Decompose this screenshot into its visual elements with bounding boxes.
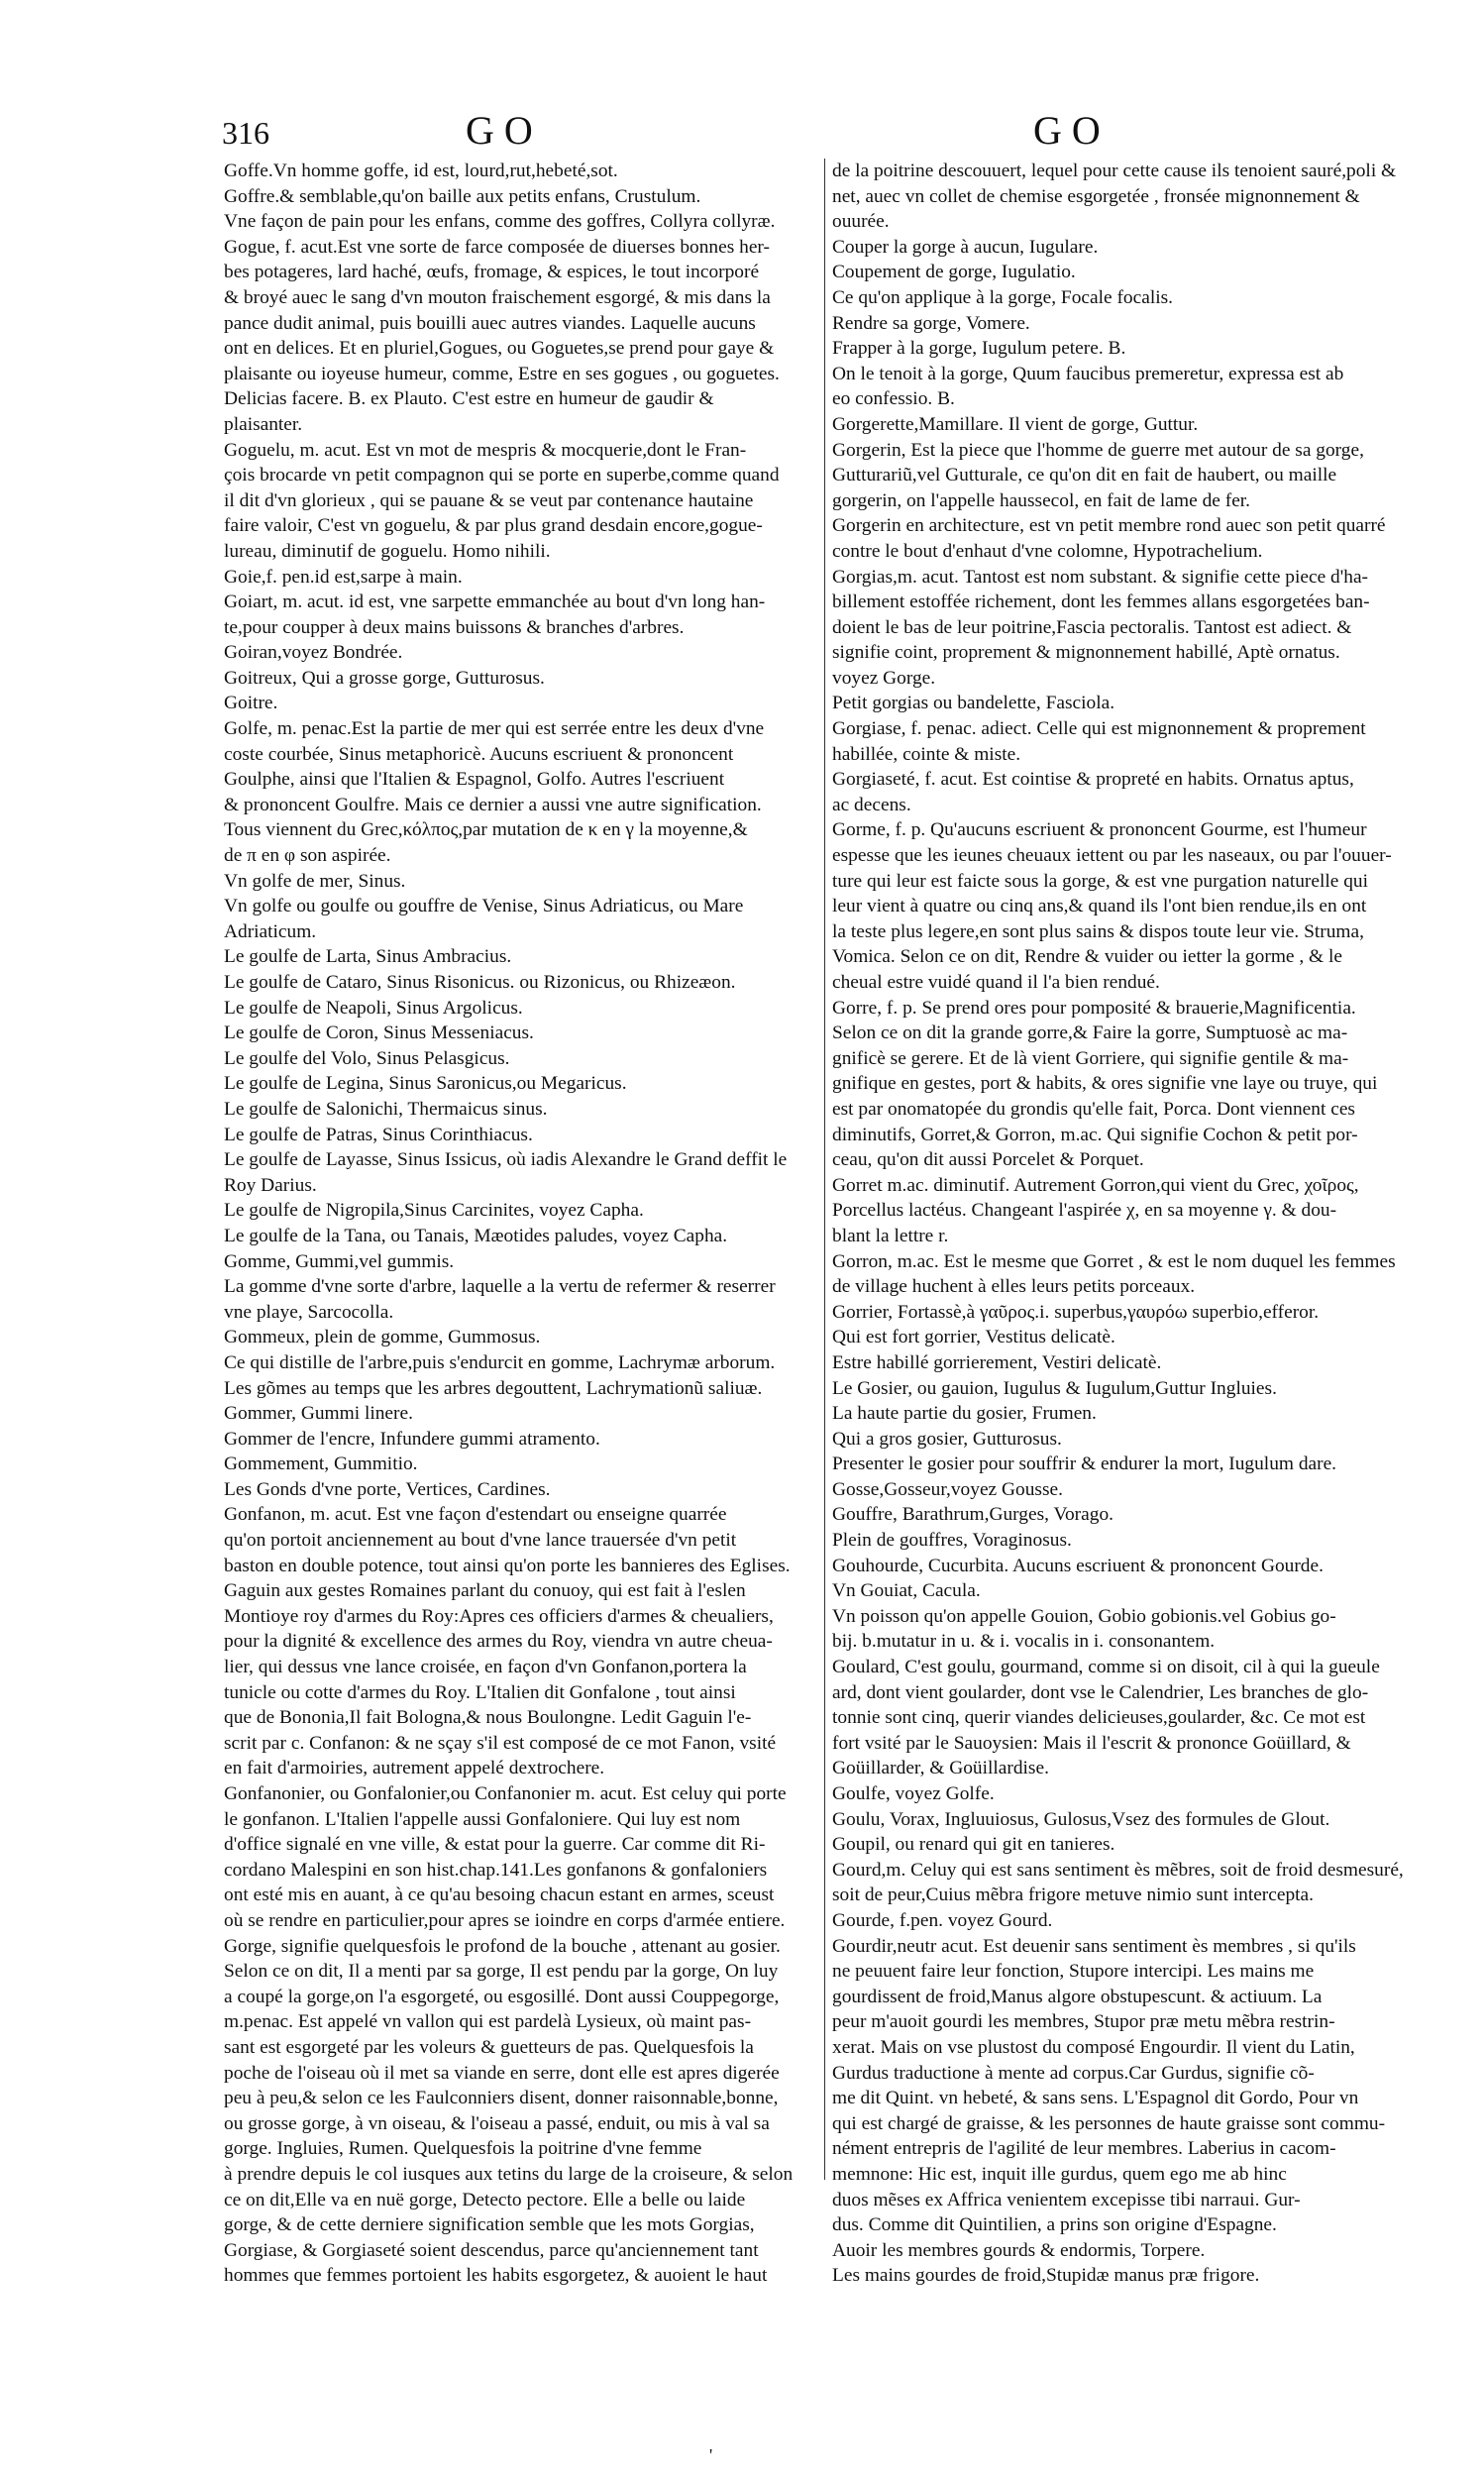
page-number: 316 — [222, 115, 269, 151]
text-line: gorgerin, on l'appelle haussecol, en fait de lame de fer. — [832, 489, 1251, 511]
text-line: Selon ce on dit, Il a menti par sa gorge, Il est pendu par la gorge, On luy — [224, 1961, 779, 1983]
text-line: Gaguin aux gestes Romaines parlant du conuoy, qui est fait à l'eslen — [224, 1580, 746, 1602]
text-line: plaisante ou ioyeuse humeur, comme, Estre en ses gogues , ou goguetes. — [224, 363, 780, 384]
text-line: pance dudit animal, puis bouilli auec autres viandes. Laquelle aucuns — [224, 312, 756, 334]
text-line: Goiart, m. acut. id est, vne sarpette emmanchée au bout d'vn long han- — [224, 592, 766, 613]
text-line: Le goulfe de Larta, Sinus Ambracius. — [224, 946, 512, 968]
text-line: Le goulfe de Neapoli, Sinus Argolicus. — [224, 997, 523, 1019]
right-running-head: GO — [1033, 108, 1111, 153]
text-line: Vne façon de pain pour les enfans, comme des goffres, Collyra collyræ. — [224, 211, 776, 233]
text-line: & broyé auec le sang d'vn mouton fraischement esgorgé, & mis dans la — [224, 286, 771, 308]
left-running-head: GO — [466, 108, 543, 153]
text-line: Les Gonds d'vne porte, Vertices, Cardines. — [224, 1478, 551, 1500]
text-line: ceau, qu'on dit aussi Porcelet & Porquet. — [832, 1149, 1144, 1171]
text-line: Le Gosier, ou gauion, Iugulus & Iugulum,Guttur Ingluies. — [832, 1377, 1277, 1399]
text-line: poche de l'oiseau où il met sa viande en serre, dont elle est apres digerée — [224, 2062, 780, 2084]
text-line: Gorgerin, Est la piece que l'homme de guerre met autour de sa gorge, — [832, 439, 1364, 461]
footer-mark: ' — [709, 2445, 713, 2465]
text-line: Gouhourde, Cucurbita. Aucuns escriuent & prononcent Gourde. — [832, 1555, 1324, 1576]
text-line: Gorron, m.ac. Est le mesme que Gorret , & est le nom duquel les femmes — [832, 1250, 1396, 1272]
text-line: Vn golfe de mer, Sinus. — [224, 870, 406, 892]
text-line: Goffe.Vn homme goffe, id est, lourd,rut,hebeté,sot. — [224, 161, 618, 181]
text-line: Selon ce on dit la grande gorre,& Faire la gorre, Sumptuosè ac ma- — [832, 1023, 1348, 1044]
text-line: eo confessio. B. — [832, 388, 955, 410]
text-line: bes potageres, lard haché, œufs, fromage, & espices, le tout incorporé — [224, 262, 760, 283]
text-line: Delicias facere. B. ex Plauto. C'est estre en humeur de gaudir & — [224, 388, 714, 410]
text-line: Gorrier, Fortassè,à γαῦρος.i. superbus,γαυρόω superbio,efferor. — [832, 1301, 1320, 1323]
text-line: Estre habillé gorrierement, Vestiri delicatè. — [832, 1351, 1162, 1373]
text-line: ture qui leur est faicte sous la gorge, & est vne purgation naturelle qui — [832, 870, 1368, 892]
text-line: nément entrepris de l'agilité de leur membres. Laberius in cacom- — [832, 2138, 1336, 2160]
text-line: Gourde, f.pen. voyez Gourd. — [832, 1909, 1053, 1931]
text-line: Goffre.& semblable,qu'on baille aux petits enfans, Crustulum. — [224, 185, 701, 207]
text-line: ont esté mis en auant, à ce qu'au besoing chacun estant en armes, sceust — [224, 1885, 775, 1906]
text-line: qui est chargé de graisse, & les personnes de haute graisse sont commu- — [832, 2112, 1386, 2134]
text-line: signifie coint, proprement & mignonnement habillé, Aptè ornatus. — [832, 642, 1340, 664]
text-line: xerat. Mais on vse plustost du composé Engourdir. Il vient du Latin, — [832, 2036, 1355, 2058]
text-line: le gonfanon. L'Italien l'appelle aussi Gonfaloniere. Qui luy est nom — [224, 1808, 741, 1830]
text-line: Gorre, f. p. Se prend ores pour pomposité & brauerie,Magnificentia. — [832, 997, 1356, 1019]
text-line: La gomme d'vne sorte d'arbre, laquelle a la vertu de refermer & reserrer — [224, 1276, 776, 1298]
text-line: Gomme, Gummi,vel gummis. — [224, 1250, 455, 1272]
text-line: il dit d'vn glorieux , qui se pauane & se veut par contenance hautaine — [224, 489, 754, 511]
text-line: Le goulfe de Cataro, Sinus Risonicus. ou Rizonicus, ou Rhizeæon. — [224, 972, 736, 993]
text-line: Goupil, ou renard qui git en tanieres. — [832, 1834, 1115, 1856]
text-line: gnificè se gerere. Et de là vient Gorriere, qui signifie gentile & ma- — [832, 1047, 1349, 1069]
text-line: leur vient à quatre ou cinq ans,& quand ils l'ont bien rendue,ils en ont — [832, 896, 1367, 917]
text-line: Gorgiase, & Gorgiaseté soient descendus, parce qu'anciennement tant — [224, 2239, 759, 2261]
text-line: Gorgiase, f. penac. adiect. Celle qui est mignonnement & proprement — [832, 718, 1366, 740]
text-line: Goulard, C'est goulu, gourmand, comme si on disoit, cil à qui la gueule — [832, 1657, 1380, 1678]
text-line: Ce qui distille de l'arbre,puis s'endurcit en gomme, Lachrymæ arborum. — [224, 1351, 776, 1373]
text-line: Gogue, f. acut.Est vne sorte de farce composée de diuerses bonnes her- — [224, 236, 770, 258]
text-line: & prononcent Goulfre. Mais ce dernier a aussi vne autre signification. — [224, 794, 762, 815]
text-line: Gommer, Gummi linere. — [224, 1403, 413, 1425]
text-line: Goüillarder, & Goüillardise. — [832, 1758, 1049, 1779]
text-line: Gommeux, plein de gomme, Gummosus. — [224, 1327, 541, 1348]
text-line: gourdissent de froid,Manus algore obstupescunt. & actiuum. La — [832, 1986, 1323, 2007]
text-line: Gouffre, Barathrum,Gurges, Vorago. — [832, 1504, 1113, 1526]
text-line: Gonfanonier, ou Gonfalonier,ou Confanonier m. acut. Est celuy qui porte — [224, 1783, 787, 1804]
text-line: à prendre depuis le col iusques aux tetins du large de la croiseure, & selon — [224, 2163, 794, 2185]
text-line: Gorgiaseté, f. acut. Est cointise & propreté en habits. Ornatus aptus, — [832, 769, 1354, 791]
text-line: Gorge, signifie quelquesfois le profond de la bouche , attenant au gosier. — [224, 1935, 781, 1957]
text-line: Frapper à la gorge, Iugulum petere. B. — [832, 338, 1126, 360]
text-line: gorge, & de cette derniere signification semble que les mots Gorgias, — [224, 2214, 755, 2236]
text-line: Plein de gouffres, Voraginosus. — [832, 1530, 1072, 1552]
text-line: ouurée. — [832, 211, 890, 233]
text-line: Gurdus traductione à mente ad corpus.Car Gurdus, signifie cõ- — [832, 2062, 1315, 2084]
text-line: Gorme, f. p. Qu'aucuns escriuent & prononcent Gourme, est l'humeur — [832, 819, 1367, 841]
text-line: Vn poisson qu'on appelle Gouion, Gobio gobionis.vel Gobius go- — [832, 1605, 1336, 1627]
text-line: lier, qui dessus vne lance croisée, en façon d'vn Gonfanon,portera la — [224, 1657, 747, 1678]
text-line: ce on dit,Elle va en nuë gorge, Detecto pectore. Elle a belle ou laide — [224, 2189, 746, 2210]
text-line: Qui est fort gorrier, Vestitus delicatè. — [832, 1327, 1115, 1348]
text-line: en fait d'armoiries, autrement appelé dextrochere. — [224, 1758, 605, 1779]
column-rule — [824, 159, 825, 2180]
text-line: Qui a gros gosier, Gutturosus. — [832, 1428, 1062, 1450]
text-line: que de Bononia,Il fait Bologna,& nous Boulongne. Ledit Gaguin l'e- — [224, 1707, 752, 1729]
text-line: Coupement de gorge, Iugulatio. — [832, 262, 1076, 283]
text-line: Gorgerin en architecture, est vn petit membre rond auec son petit quarré — [832, 515, 1386, 537]
text-line: duos mẽses ex Affrica venientem excepisse tibi narraui. Gur- — [832, 2189, 1301, 2210]
text-line: me dit Quint. vn hebeté, & sans sens. L'Espagnol dit Gordo, Pour vn — [832, 2088, 1359, 2109]
text-line: plaisanter. — [224, 413, 303, 435]
text-line: ont en delices. Et en pluriel,Gogues, ou Goguetes,se prend pour gaye & — [224, 338, 775, 360]
text-line: Petit gorgias ou bandelette, Fasciola. — [832, 693, 1115, 714]
text-line: qu'on portoit anciennement au bout d'vne lance trauersée d'vn petit — [224, 1530, 737, 1552]
text-line: peur m'auoit gourdi les membres, Stupor præ metu mẽbra restrin- — [832, 2011, 1335, 2033]
text-line: Goulphe, ainsi que l'Italien & Espagnol, Golfo. Autres l'escriuent — [224, 769, 725, 791]
text-line: Les mains gourdes de froid,Stupidæ manus præ frigore. — [832, 2265, 1260, 2287]
text-line: Goulfe, voyez Golfe. — [832, 1783, 995, 1804]
text-line: Rendre sa gorge, Vomere. — [832, 312, 1030, 334]
text-line: peu à peu,& selon ce les Faulconniers disent, donner raisonnable,bonne, — [224, 2088, 779, 2109]
text-line: Gourdir,neutr acut. Est deuenir sans sentiment ès membres , si qu'ils — [832, 1935, 1356, 1957]
text-line: Gorret m.ac. diminutif. Autrement Gorron,qui vient du Grec, χοῖρος, — [832, 1174, 1359, 1196]
text-line: Le goulfe de Nigropila,Sinus Carcinites, voyez Capha. — [224, 1200, 644, 1222]
text-line: ou grosse gorge, à vn oiseau, & l'oiseau a passé, enduit, ou mis à val sa — [224, 2112, 770, 2134]
text-line: espesse que les ieunes cheuaux iettent ou par les naseaux, ou par l'ouuer- — [832, 845, 1392, 867]
text-line: Goitreux, Qui a grosse gorge, Gutturosus. — [224, 667, 545, 689]
text-line: memnone: Hic est, inquit ille gurdus, quem ego me ab hinc — [832, 2163, 1287, 2185]
text-line: Goulu, Vorax, Ingluuiosus, Gulosus,Vsez des formules de Glout. — [832, 1808, 1330, 1830]
text-line: tunicle ou cotte d'armes du Roy. L'Italien dit Gonfalone , tout ainsi — [224, 1681, 736, 1703]
text-line: net, auec vn collet de chemise esgorgetée , fronsée mignonnement & — [832, 185, 1360, 207]
text-line: Le goulfe de Salonichi, Thermaicus sinus. — [224, 1098, 548, 1120]
text-line: Le goulfe de Layasse, Sinus Issicus, où iadis Alexandre le Grand deffit le — [224, 1149, 788, 1171]
text-line: scrit par c. Confanon: & ne sçay s'il est composé de ce mot Fanon, vsité — [224, 1732, 777, 1754]
text-line: Couper la gorge à aucun, Iugulare. — [832, 236, 1099, 258]
text-line: La haute partie du gosier, Frumen. — [832, 1403, 1097, 1425]
text-line: hommes que femmes portoient les habits esgorgetez, & auoient le haut — [224, 2265, 768, 2287]
text-line: baston en double potence, tout ainsi qu'on porte les bannieres des Eglises. — [224, 1555, 791, 1576]
text-line: Ce qu'on applique à la gorge, Focale focalis. — [832, 286, 1173, 308]
text-line: gorge. Ingluies, Rumen. Quelquesfois la poitrine d'vne femme — [224, 2138, 702, 2160]
text-line: Gourd,m. Celuy qui est sans sentiment ès mẽbres, soit de froid desmesuré, — [832, 1859, 1404, 1881]
text-line: cordano Malespini en son hist.chap.141.Les gonfanons & gonfaloniers — [224, 1859, 768, 1881]
text-line: cheual estre vuidé quand il l'a bien rendué. — [832, 972, 1160, 993]
text-line: ac decens. — [832, 794, 911, 815]
text-line: tonnie sont cinq, querir viandes delicieuses,goularder, &c. Ce mot est — [832, 1707, 1366, 1729]
text-line: Tous viennent du Grec,κόλπος,par mutation de κ en γ la moyenne,& — [224, 819, 748, 841]
text-line: Adriaticum. — [224, 920, 317, 942]
text-line: dus. Comme dit Quintilien, a prins son origine d'Espagne. — [832, 2214, 1277, 2236]
text-line: Gorgerette,Mamillare. Il vient de gorge, Guttur. — [832, 413, 1199, 435]
text-line: Gommer de l'encre, Infundere gummi atramento. — [224, 1428, 600, 1450]
text-line: On le tenoit à la gorge, Quum faucibus premeretur, expressa est ab — [832, 363, 1344, 384]
text-line: habillée, cointe & miste. — [832, 743, 1021, 765]
text-line: Vn golfe ou goulfe ou gouffre de Venise, Sinus Adriaticus, ou Mare — [224, 896, 744, 917]
text-line: Vn Gouiat, Cacula. — [832, 1580, 981, 1602]
text-line: te,pour coupper à deux mains buissons & branches d'arbres. — [224, 616, 685, 638]
text-line: Gutturariũ,vel Gutturale, ce qu'on dit en fait de haubert, ou maille — [832, 465, 1337, 486]
text-line: voyez Gorge. — [832, 667, 936, 689]
text-line: Le goulfe de Legina, Sinus Saronicus,ou Megaricus. — [224, 1073, 627, 1095]
text-line: sant est esgorgeté par les voleurs & guetteurs de pas. Quelquesfois la — [224, 2036, 754, 2058]
text-line: m.penac. Est appelé vn vallon qui est pardelà Lysieux, où maint pas- — [224, 2011, 752, 2033]
text-line: ard, dont vient goularder, dont vse le Calendrier, Les branches de glo- — [832, 1681, 1369, 1703]
text-line: Goguelu, m. acut. Est vn mot de mespris & mocquerie,dont le Fran- — [224, 439, 747, 461]
text-line: bij. b.mutatur in u. & i. vocalis in i. consonantem. — [832, 1631, 1216, 1653]
text-line: a coupé la gorge,on l'a esgorgeté, ou esgosillé. Dont aussi Couppegorge, — [224, 1986, 780, 2007]
text-line: de la poitrine descouuert, lequel pour cette cause ils tenoient sauré,poli & — [832, 161, 1397, 181]
text-line: çois brocarde vn petit compagnon qui se porte en superbe,comme quand — [224, 465, 780, 486]
text-line: vne playe, Sarcocolla. — [224, 1301, 394, 1323]
text-line: soit de peur,Cuius mẽbra frigore metuve nimio sunt intercepta. — [832, 1885, 1315, 1906]
text-line: Goiran,voyez Bondrée. — [224, 642, 403, 664]
left-column — [224, 159, 818, 2289]
text-line: d'office signalé en vne ville, & estat pour la guerre. Car comme dit Ri- — [224, 1834, 766, 1856]
text-line: gnifique en gestes, port & habits, & ores signifie vne laye ou truye, qui — [832, 1073, 1378, 1095]
text-line: Le goulfe de Patras, Sinus Corinthiacus. — [224, 1124, 533, 1145]
text-line: Auoir les membres gourds & endormis, Torpere. — [832, 2239, 1206, 2261]
text-line: est par onomatopée du grondis qu'elle fait, Porca. Dont viennent ces — [832, 1098, 1355, 1120]
text-line: la teste plus legere,en sont plus sains & dispos toute leur vie. Struma, — [832, 920, 1364, 942]
text-line: Vomica. Selon ce on dit, Rendre & vuider ou ietter la gorme , & le — [832, 946, 1342, 968]
text-line: Gosse,Gosseur,voyez Gousse. — [832, 1478, 1063, 1500]
text-line: Le goulfe del Volo, Sinus Pelasgicus. — [224, 1047, 510, 1069]
text-line: Les gõmes au temps que les arbres degouttent, Lachrymationũ saliuæ. — [224, 1377, 763, 1399]
text-line: Le goulfe de la Tana, ou Tanais, Mæotides paludes, voyez Capha. — [224, 1225, 728, 1246]
text-line: Le goulfe de Coron, Sinus Messeniacus. — [224, 1023, 534, 1044]
text-line: de village huchent à elles leurs petits porceaux. — [832, 1276, 1196, 1298]
text-line: ne peuuent faire leur fonction, Stupore intercipi. Les mains me — [832, 1961, 1315, 1983]
text-line: contre le bout d'enhaut d'vne colomne, Hypotrachelium. — [832, 540, 1263, 562]
text-line: faire valoir, C'est vn goguelu, & par plus grand desdain encore,gogue- — [224, 515, 763, 537]
text-line: Presenter le gosier pour souffrir & endurer la mort, Iugulum dare. — [832, 1454, 1337, 1475]
text-line: Golfe, m. penac.Est la partie de mer qui est serrée entre les deux d'vne — [224, 718, 765, 740]
text-line: coste courbée, Sinus metaphoricè. Aucuns escriuent & prononcent — [224, 743, 734, 765]
text-line: lureau, diminutif de goguelu. Homo nihili. — [224, 540, 551, 562]
text-line: blant la lettre r. — [832, 1225, 949, 1246]
text-line: diminutifs, Gorret,& Gorron, m.ac. Qui signifie Cochon & petit por- — [832, 1124, 1358, 1145]
text-line: Porcellus lactéus. Changeant l'aspirée χ, en sa moyenne γ. & dou- — [832, 1200, 1337, 1222]
text-line: Goitre. — [224, 693, 278, 714]
text-line: billement estoffée richement, dont les femmes allans esgorgetées ban- — [832, 592, 1370, 613]
right-column — [832, 159, 1425, 2289]
text-line: où se rendre en particulier,pour apres se ioindre en corps d'armée entiere. — [224, 1909, 786, 1931]
text-line: doient le bas de leur poitrine,Fascia pectoralis. Tantost est adiect. & — [832, 616, 1352, 638]
text-line: Gonfanon, m. acut. Est vne façon d'estendart ou enseigne quarrée — [224, 1504, 727, 1526]
text-line: de π en φ son aspirée. — [224, 845, 391, 867]
text-line: fort vsité par le Sauoysien: Mais il l'escrit & prononce Goüillard, & — [832, 1732, 1351, 1754]
text-line: Gommement, Gummitio. — [224, 1454, 418, 1475]
text-line: Goie,f. pen.id est,sarpe à main. — [224, 566, 463, 588]
text-line: pour la dignité & excellence des armes du Roy, viendra vn autre cheua- — [224, 1631, 773, 1653]
text-line: Roy Darius. — [224, 1174, 317, 1196]
text-line: Gorgias,m. acut. Tantost est nom substant. & signifie cette piece d'ha- — [832, 566, 1369, 588]
text-line: Montioye roy d'armes du Roy:Apres ces officiers d'armes & cheualiers, — [224, 1605, 774, 1627]
